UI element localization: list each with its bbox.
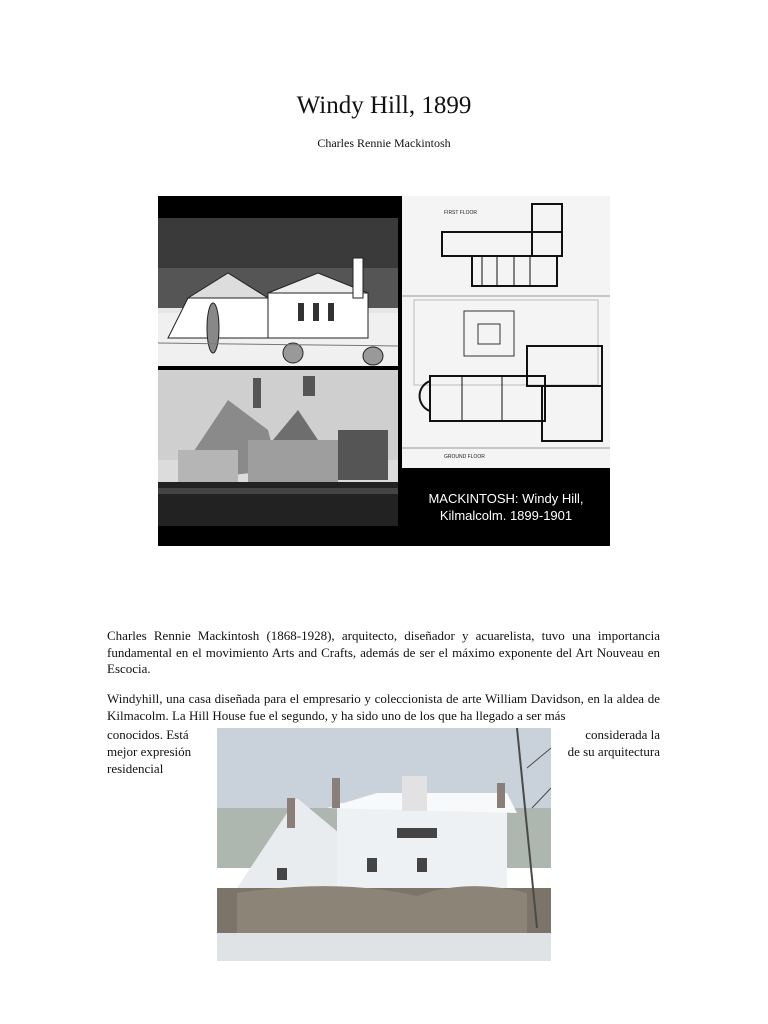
wrap-text-right-2: de su arquitectura — [567, 744, 660, 759]
first-floor-label: FIRST FLOOR — [444, 210, 477, 216]
figure-caption — [402, 468, 610, 546]
paragraph-intro: Charles Rennie Mackintosh (1868-1928), arquitecto, diseñador y acuarelista, tuvo una importancia fundamental en el movimiento Arts and Crafts, además de ser el máximo exponente del Art Nouveau en Escocia. — [107, 628, 660, 676]
wrap-text-left-3: residencial — [107, 761, 164, 776]
wrap-text-left-1: conocidos. Está — [107, 727, 189, 742]
composite-figure — [158, 196, 610, 546]
caption-line-2: Kilmalcolm. 1899-1901 — [439, 508, 573, 523]
snow-house-photo — [217, 728, 551, 961]
house-photo-bw — [158, 370, 398, 526]
paragraph-windyhill: Windyhill, una casa diseñada para el empresario y coleccionista de arte William Davidson, en la aldea de Kilmacolm. La Hill House fue el segundo, y ha sido uno de los que ha llegado a ser más — [107, 691, 660, 723]
ground-floor-label: GROUND FLOOR — [444, 454, 485, 460]
caption-line-1: MACKINTOSH: Windy Hill, — [428, 491, 584, 506]
floor-plan-image — [402, 196, 610, 468]
perspective-sketch-image — [158, 218, 398, 366]
page-subtitle: Charles Rennie Mackintosh — [317, 136, 451, 150]
page-title: Windy Hill, 1899 — [296, 92, 472, 119]
wrap-text-right-1: considerada la — [585, 727, 660, 742]
wrap-text-left-2: mejor expresión — [107, 744, 192, 759]
